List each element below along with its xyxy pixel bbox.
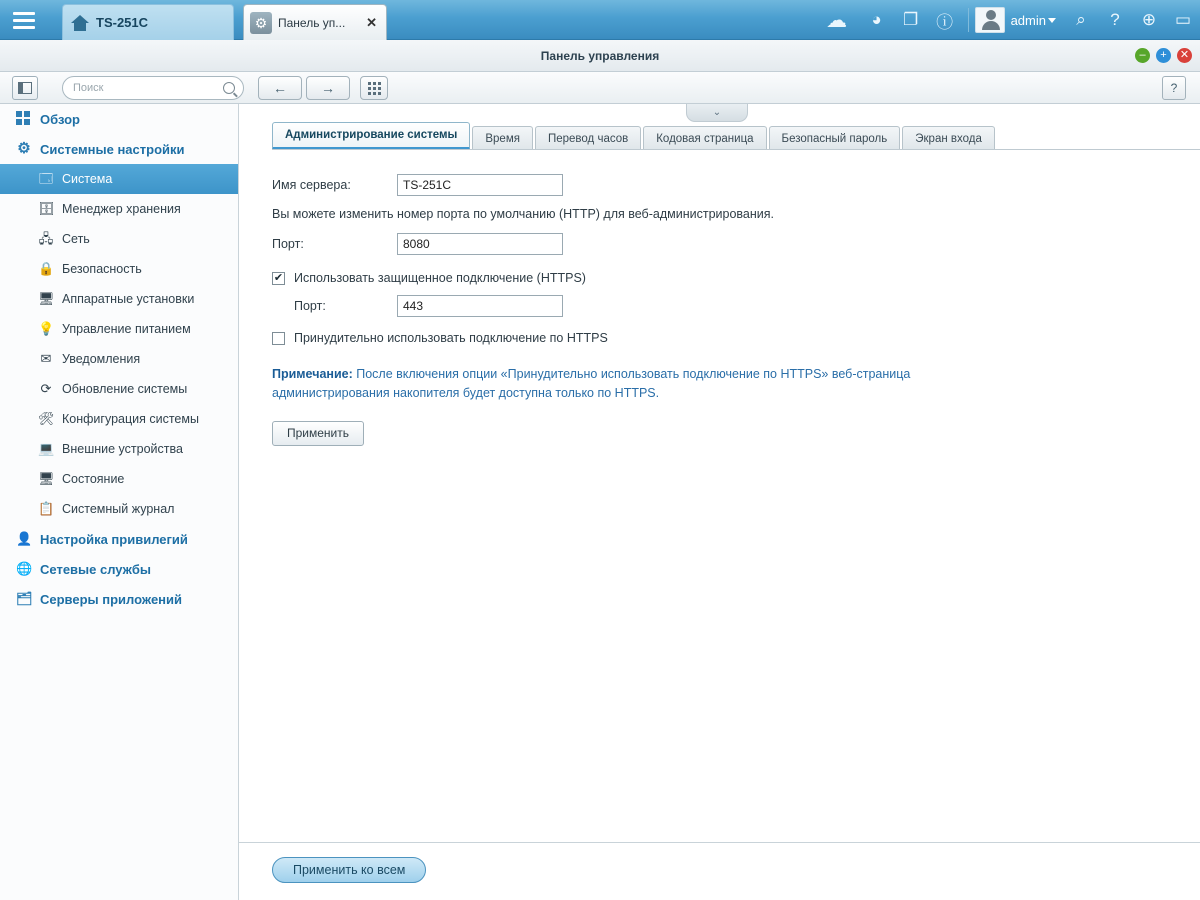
server-name-input[interactable] xyxy=(397,174,563,196)
hardware-icon: 🖥 xyxy=(38,291,55,306)
sidebar-group-label: Серверы приложений xyxy=(40,591,183,607)
main-menu-button[interactable] xyxy=(0,0,48,40)
sidebar-item-storage-manager[interactable] xyxy=(0,194,238,224)
sidebar-group-privilege-settings[interactable] xyxy=(0,524,238,554)
cloud-icon[interactable]: ☁ xyxy=(826,8,848,32)
tab-login-screen[interactable]: Экран входа xyxy=(902,126,995,150)
sidebar-group-system-settings[interactable] xyxy=(0,134,238,164)
system-administration-form xyxy=(272,174,1152,446)
footer-bar xyxy=(239,842,1200,900)
window-title-bar xyxy=(0,40,1200,72)
apply-button[interactable]: Применить xyxy=(272,421,364,446)
sidebar-group-application-servers[interactable] xyxy=(0,584,238,614)
sidebar-item-security[interactable] xyxy=(0,254,238,284)
sq xyxy=(16,119,22,125)
sidebar-group-network-services[interactable] xyxy=(0,554,238,584)
info-icon[interactable]: ⓘ xyxy=(936,12,954,32)
sidebar-item-power-management[interactable] xyxy=(0,314,238,344)
search-input[interactable] xyxy=(71,81,223,95)
external-device-icon: 💻 xyxy=(38,441,55,456)
dot xyxy=(373,92,376,95)
divider xyxy=(968,8,969,32)
gear-icon: ⚙ xyxy=(17,140,31,157)
dot xyxy=(378,87,381,90)
close-window-button[interactable]: ✕ xyxy=(1177,48,1192,63)
sidebar xyxy=(0,104,239,900)
https-checkbox[interactable]: ✔ xyxy=(273,271,284,284)
search-icon[interactable]: ⌕ xyxy=(1076,10,1086,29)
menu-line xyxy=(13,19,35,22)
content-area xyxy=(239,104,1200,900)
avatar-head xyxy=(986,10,996,20)
force-https-checkbox[interactable] xyxy=(272,332,285,345)
window-buttons xyxy=(1135,48,1192,63)
top-bar-icons xyxy=(814,0,1200,40)
top-bar xyxy=(0,0,1200,40)
sidebar-item-label: Управление питанием xyxy=(62,322,191,336)
status-icon: 🖥 xyxy=(38,471,55,486)
maximize-button[interactable]: + xyxy=(1156,48,1171,63)
dot xyxy=(378,82,381,85)
server-name-label: Имя сервера: xyxy=(272,178,351,192)
sidebar-item-label: Системный журнал xyxy=(62,502,175,516)
sidebar-item-hardware[interactable] xyxy=(0,284,238,314)
control-panel-tab-label: Панель уп... xyxy=(278,15,346,30)
close-icon[interactable]: ✕ xyxy=(366,14,377,30)
sidebar-group-label: Системные настройки xyxy=(40,141,185,157)
home-icon xyxy=(71,15,89,31)
sidebar-item-label: Аппаратные установки xyxy=(62,292,195,306)
page-title: Панель управления xyxy=(540,49,660,63)
help-button[interactable]: ? xyxy=(1162,76,1186,100)
http-port-row xyxy=(272,233,1152,255)
https-checkbox-label: Использовать защищенное подключение (HTTPS) xyxy=(294,271,586,285)
search-box[interactable] xyxy=(62,76,244,100)
avatar[interactable] xyxy=(975,7,1005,33)
monitor-icon[interactable]: ▭ xyxy=(1174,10,1192,29)
sidebar-group-overview[interactable] xyxy=(0,104,238,134)
port-hint-text: Вы можете изменить номер порта по умолчанию (HTTP) для веб-администрирования. xyxy=(272,207,774,221)
dot xyxy=(368,82,371,85)
collapse-handle[interactable]: ⌄ xyxy=(686,104,748,122)
sidebar-item-status[interactable] xyxy=(0,464,238,494)
sidebar-toggle-button[interactable] xyxy=(12,76,38,100)
gear-icon: ⚙ xyxy=(250,12,272,34)
avatar-body xyxy=(982,21,1000,30)
tab-underline xyxy=(272,149,1200,150)
copy-icon[interactable]: ❐ xyxy=(902,10,919,29)
force-https-row xyxy=(272,331,1152,345)
dot xyxy=(373,82,376,85)
server-name-row xyxy=(272,174,1152,196)
update-icon: ⟳ xyxy=(40,381,52,396)
sidebar-item-label: Сеть xyxy=(62,232,90,246)
log-icon: 📋 xyxy=(38,501,55,516)
sidebar-item-system[interactable] xyxy=(0,164,238,194)
toolbar xyxy=(0,72,1200,104)
tab-bar xyxy=(272,122,995,150)
sidebar-item-system-configuration[interactable] xyxy=(0,404,238,434)
forward-button[interactable]: → xyxy=(306,76,350,100)
overview-grid-icon xyxy=(16,111,32,127)
https-port-label: Порт: xyxy=(294,299,326,313)
tab-system-administration[interactable]: Администрирование системы xyxy=(272,122,470,150)
sidebar-item-notifications[interactable] xyxy=(0,344,238,374)
sidebar-item-label: Менеджер хранения xyxy=(62,202,181,216)
search-icon[interactable] xyxy=(223,82,235,94)
sidebar-item-label: Безопасность xyxy=(62,262,142,276)
sq xyxy=(16,111,22,117)
storage-icon: 🗄 xyxy=(38,201,55,216)
chevron-down-icon[interactable] xyxy=(1048,18,1056,23)
dot xyxy=(373,87,376,90)
tab-daylight-saving[interactable]: Перевод часов xyxy=(535,126,641,150)
sidebar-item-label: Обновление системы xyxy=(62,382,188,396)
notification-icon: ✉ xyxy=(40,351,52,366)
sidebar-group-label: Сетевые службы xyxy=(40,561,152,577)
apps-grid-icon[interactable] xyxy=(360,76,388,100)
app-server-icon: 🗂 xyxy=(16,591,33,606)
sidebar-item-firmware-update[interactable] xyxy=(0,374,238,404)
sq xyxy=(24,119,30,125)
sidebar-item-system-logs[interactable] xyxy=(0,494,238,524)
tab-time[interactable]: Время xyxy=(472,126,533,150)
nas-name: TS-251C xyxy=(96,15,149,30)
user-icon: 👤 xyxy=(16,531,33,546)
control-panel-tab[interactable] xyxy=(243,4,387,40)
https-port-input[interactable] xyxy=(397,295,563,317)
sidebar-item-label: Состояние xyxy=(62,472,125,486)
tab-codepage[interactable]: Кодовая страница xyxy=(643,126,766,150)
note-text xyxy=(272,365,972,403)
network-icon: 🖧 xyxy=(38,231,54,246)
config-icon: 🛠 xyxy=(38,411,55,426)
https-checkbox-row xyxy=(272,271,1152,285)
language-icon[interactable]: ⊕ xyxy=(1141,10,1157,29)
sidebar-item-label: Уведомления xyxy=(62,352,141,366)
sidebar-item-label: Внешние устройства xyxy=(62,442,183,456)
http-port-input[interactable] xyxy=(397,233,563,255)
menu-line xyxy=(13,12,35,15)
sidebar-item-network[interactable] xyxy=(0,224,238,254)
sidebar-item-external-devices[interactable] xyxy=(0,434,238,464)
dot xyxy=(378,92,381,95)
lock-icon: 🔒 xyxy=(38,261,55,276)
https-port-row xyxy=(294,295,1152,317)
nas-home-tab[interactable] xyxy=(62,4,234,40)
back-button[interactable]: ← xyxy=(258,76,302,100)
help-icon[interactable]: ? xyxy=(1110,10,1120,29)
menu-line xyxy=(13,26,35,29)
globe-icon: 🌐 xyxy=(16,561,33,576)
sidebar-item-label: Конфигурация системы xyxy=(62,412,199,426)
dot xyxy=(368,92,371,95)
dot xyxy=(368,87,371,90)
note-body: После включения опции «Принудительно использовать подключение по HTTPS» веб-страница администрирования накопителя будет доступна только по HTTPS. xyxy=(272,367,911,400)
panel-toggle-icon xyxy=(18,82,32,94)
tab-secure-password[interactable]: Безопасный пароль xyxy=(769,126,901,150)
minimize-button[interactable]: – xyxy=(1135,48,1150,63)
sidebar-item-label: Система xyxy=(62,172,113,186)
note-prefix: Примечание: xyxy=(272,367,353,381)
http-port-label: Порт: xyxy=(272,237,304,251)
apply-to-all-button[interactable]: Применить ко всем xyxy=(272,857,426,883)
sidebar-group-label: Обзор xyxy=(40,111,80,127)
username-label[interactable]: admin xyxy=(1010,12,1046,28)
sq xyxy=(24,111,30,117)
power-icon: 💡 xyxy=(38,321,55,336)
system-icon: 🗔 xyxy=(38,171,54,186)
avatar-figure xyxy=(976,7,1004,32)
sidebar-group-label: Настройка привилегий xyxy=(40,531,188,547)
clock-icon[interactable]: ◕ xyxy=(871,10,882,29)
force-https-label: Принудительно использовать подключение по HTTPS xyxy=(294,331,608,345)
